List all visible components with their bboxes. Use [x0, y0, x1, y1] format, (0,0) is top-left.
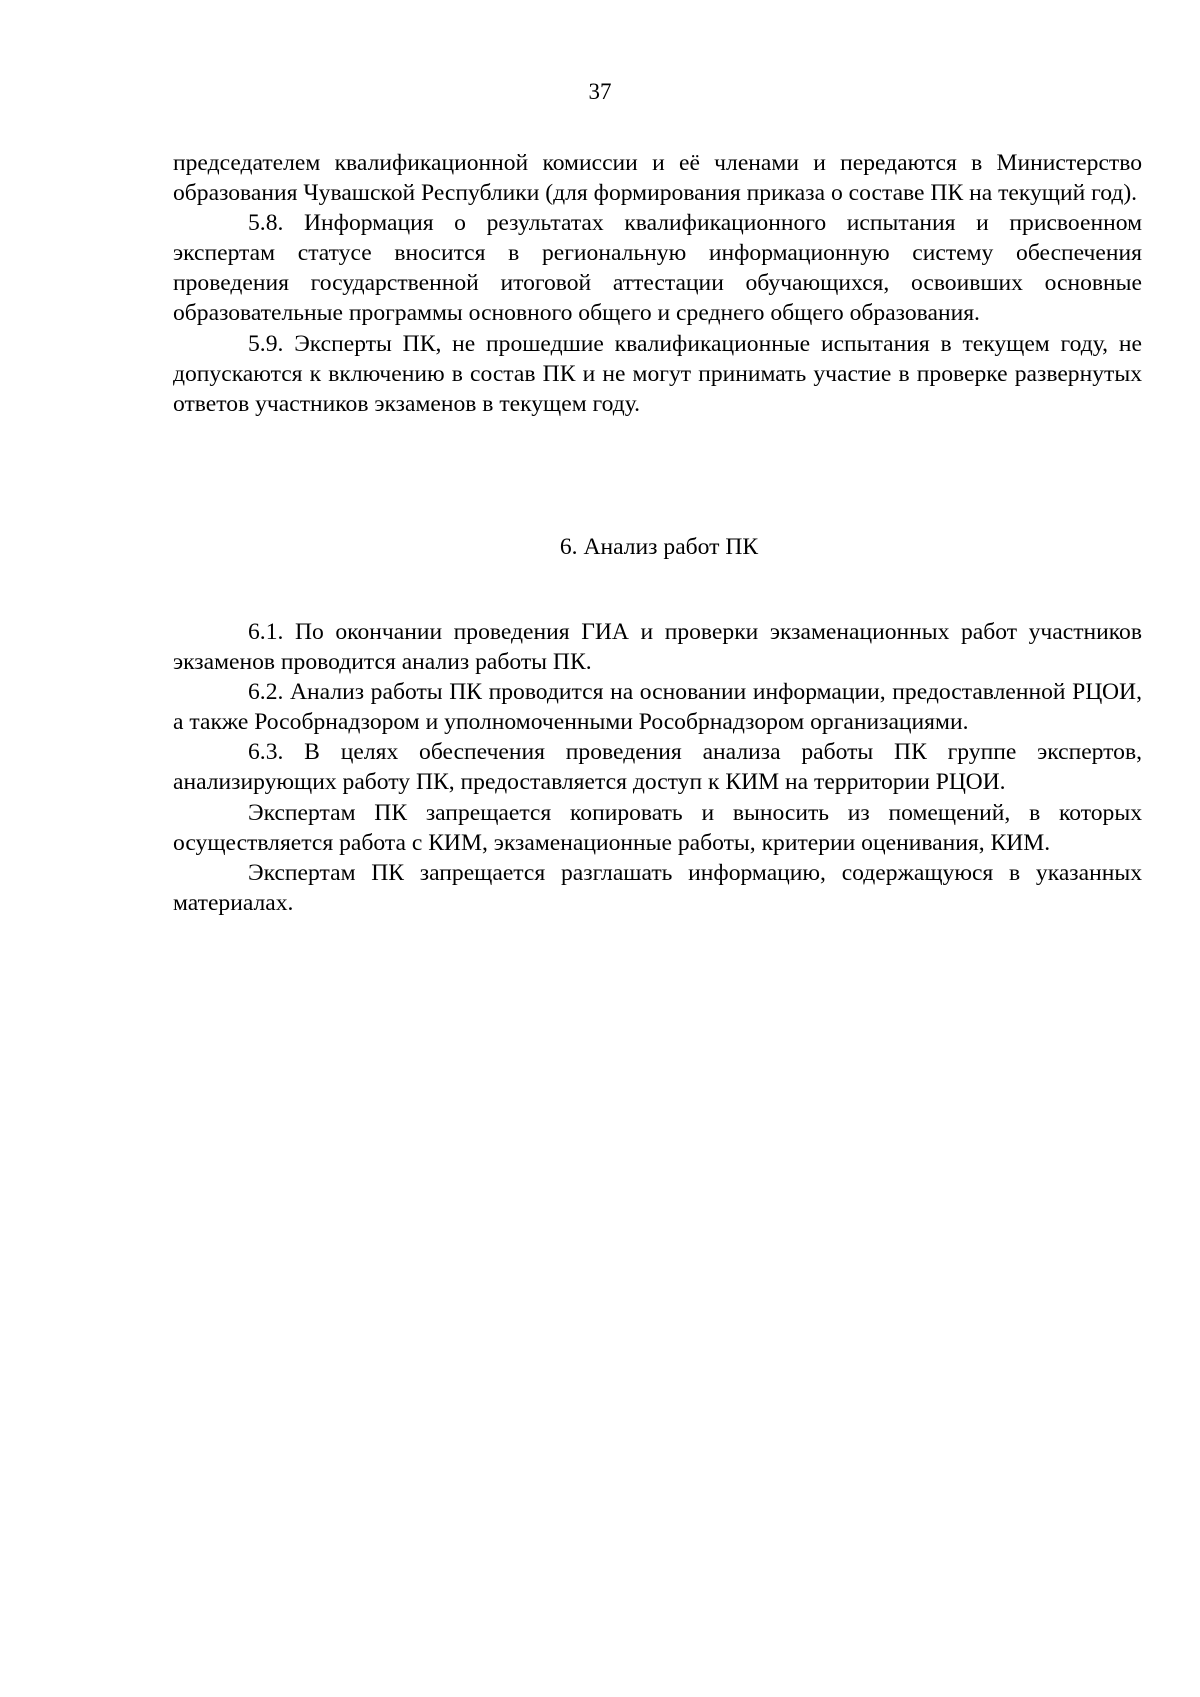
section-6-text — [173, 617, 1142, 918]
paragraph-6-3: 6.3. В целях обеспечения проведения анализа работы ПК группе экспертов, анализирующих работу ПК, предоставляется доступ к КИМ на территории РЦОИ. — [173, 739, 1142, 796]
paragraph-copy-prohibition: Экспертам ПК запрещается копировать и выносить из помещений, в которых осуществляется работа с КИМ, экзаменационные работы, критерии оценивания, КИМ. — [173, 799, 1142, 856]
paragraph-continuation: председателем квалификационной комиссии и её членами и передаются в Министерство образования Чувашской Республики (для формирования приказа о составе ПК на текущий год). — [173, 150, 1142, 207]
paragraph-5-8: 5.8. Информация о результатах квалификационного испытания и присвоенном экспертам статусе вносится в региональную информационную систему обеспечения проведения государственной итоговой аттестации обучающихся, освоивших основные образовательные программы основного общего и среднего общего образования. — [173, 210, 1142, 327]
section-6-title: 6. Анализ работ ПК — [559, 534, 759, 560]
paragraph-6-1: 6.1. По окончании проведения ГИА и проверки экзаменационных работ участников экзаменов проводится анализ работы ПК. — [173, 619, 1142, 676]
paragraph-6-2: 6.2. Анализ работы ПК проводится на основании информации, предоставленной РЦОИ, а также Рособрнадзором и уполномоченными Рособрнадзором организациями. — [173, 679, 1142, 736]
section-5-text — [173, 148, 1142, 419]
page-number: 37 — [588, 79, 612, 104]
paragraph-disclosure-prohibition: Экспертам ПК запрещается разглашать информацию, содержащуюся в указанных материалах. — [173, 859, 1142, 916]
paragraph-5-9: 5.9. Эксперты ПК, не прошедшие квалификационные испытания в текущем году, не допускаются к включению в состав ПК и не могут принимать участие в проверке развернутых ответов участников экзаменов в текущем году. — [173, 330, 1142, 417]
